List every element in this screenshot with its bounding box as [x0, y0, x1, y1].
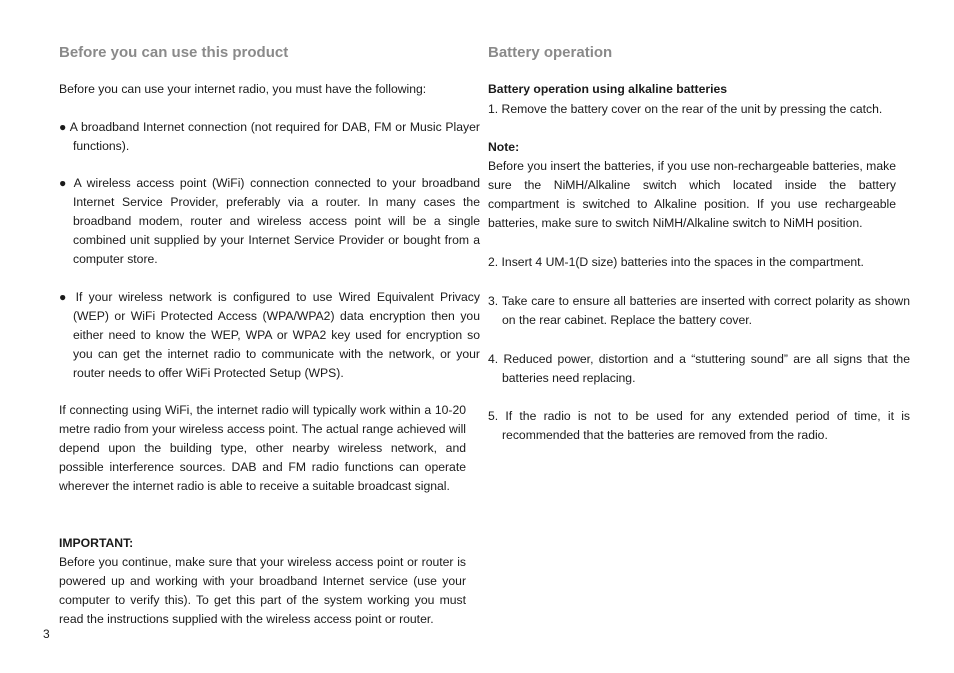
- note-paragraph: Before you insert the batteries, if you use non-rechargeable batteries, make sure the NiMH/Alkaline switch which located inside the battery compartment is switched to Alkaline position. If you use rechargeable batteries, make sure to switch NiMH/Alkaline switch to NiMH position.: [488, 159, 896, 230]
- page-number: 3: [43, 627, 50, 641]
- bullet-text: A broadband Internet connection (not required for DAB, FM or Music Player functions).: [69, 120, 480, 153]
- bullet-icon: ●: [59, 290, 70, 304]
- note-label: Note:: [488, 140, 520, 154]
- step-2: 2. Insert 4 UM-1(D size) batteries into the spaces in the compartment.: [488, 255, 864, 269]
- bullet-text: A wireless access point (WiFi) connection connected to your broadband Internet Service Provider, preferably via a router. In many cases the broadband modem, router and wireless access point will be a single combined unit supplied by your Internet Service Provider or bought from a computer store.: [73, 176, 480, 266]
- bullet-icon: ●: [59, 120, 67, 134]
- step-1: 1. Remove the battery cover on the rear of the unit by pressing the catch.: [488, 102, 883, 116]
- bullet-item-wifi: [59, 174, 480, 269]
- bullet-icon: ●: [59, 176, 69, 190]
- range-paragraph: If connecting using WiFi, the internet radio will typically work within a 10-20 metre radio from your wireless access point. The actual range achieved will depend upon the building type, other nearby wireless network, and possible interference sources. DAB and FM radio functions can operate wherever the internet radio is able to receive a suitable broadcast signal.: [59, 403, 466, 493]
- important-paragraph: Before you continue, make sure that your wireless access point or router is powered up and working with your broadband Internet service (use your computer to verify this). To get this part of the system working you must read the instructions supplied with the wireless access point or router.: [59, 555, 466, 626]
- bullet-item-encryption: [59, 288, 480, 383]
- battery-subheading: Battery operation using alkaline batteries: [488, 82, 728, 96]
- bullet-text: If your wireless network is configured to use Wired Equivalent Privacy (WEP) or WiFi Protected Access (WPA/WPA2) data encryption then you either need to know the WEP, WPA or WPA2 key used for encryption so you can get the internet radio to communicate with the network, or your router needs to offer WiFi Protected Setup (WPS).: [73, 290, 480, 380]
- section-heading-before-use: Before you can use this product: [59, 44, 289, 61]
- bullet-item-broadband: [59, 118, 480, 156]
- step-5: 5. If the radio is not to be used for any extended period of time, it is recommended that the batteries are removed from the radio.: [488, 409, 910, 442]
- important-label: IMPORTANT:: [59, 536, 134, 550]
- step-3: 3. Take care to ensure all batteries are inserted with correct polarity as shown on the rear cabinet. Replace the battery cover.: [488, 294, 910, 327]
- step-4: 4. Reduced power, distortion and a “stuttering sound” are all signs that the batteries need replacing.: [488, 352, 910, 385]
- section-heading-battery: Battery operation: [488, 44, 613, 61]
- intro-paragraph: Before you can use your internet radio, you must have the following:: [59, 82, 427, 96]
